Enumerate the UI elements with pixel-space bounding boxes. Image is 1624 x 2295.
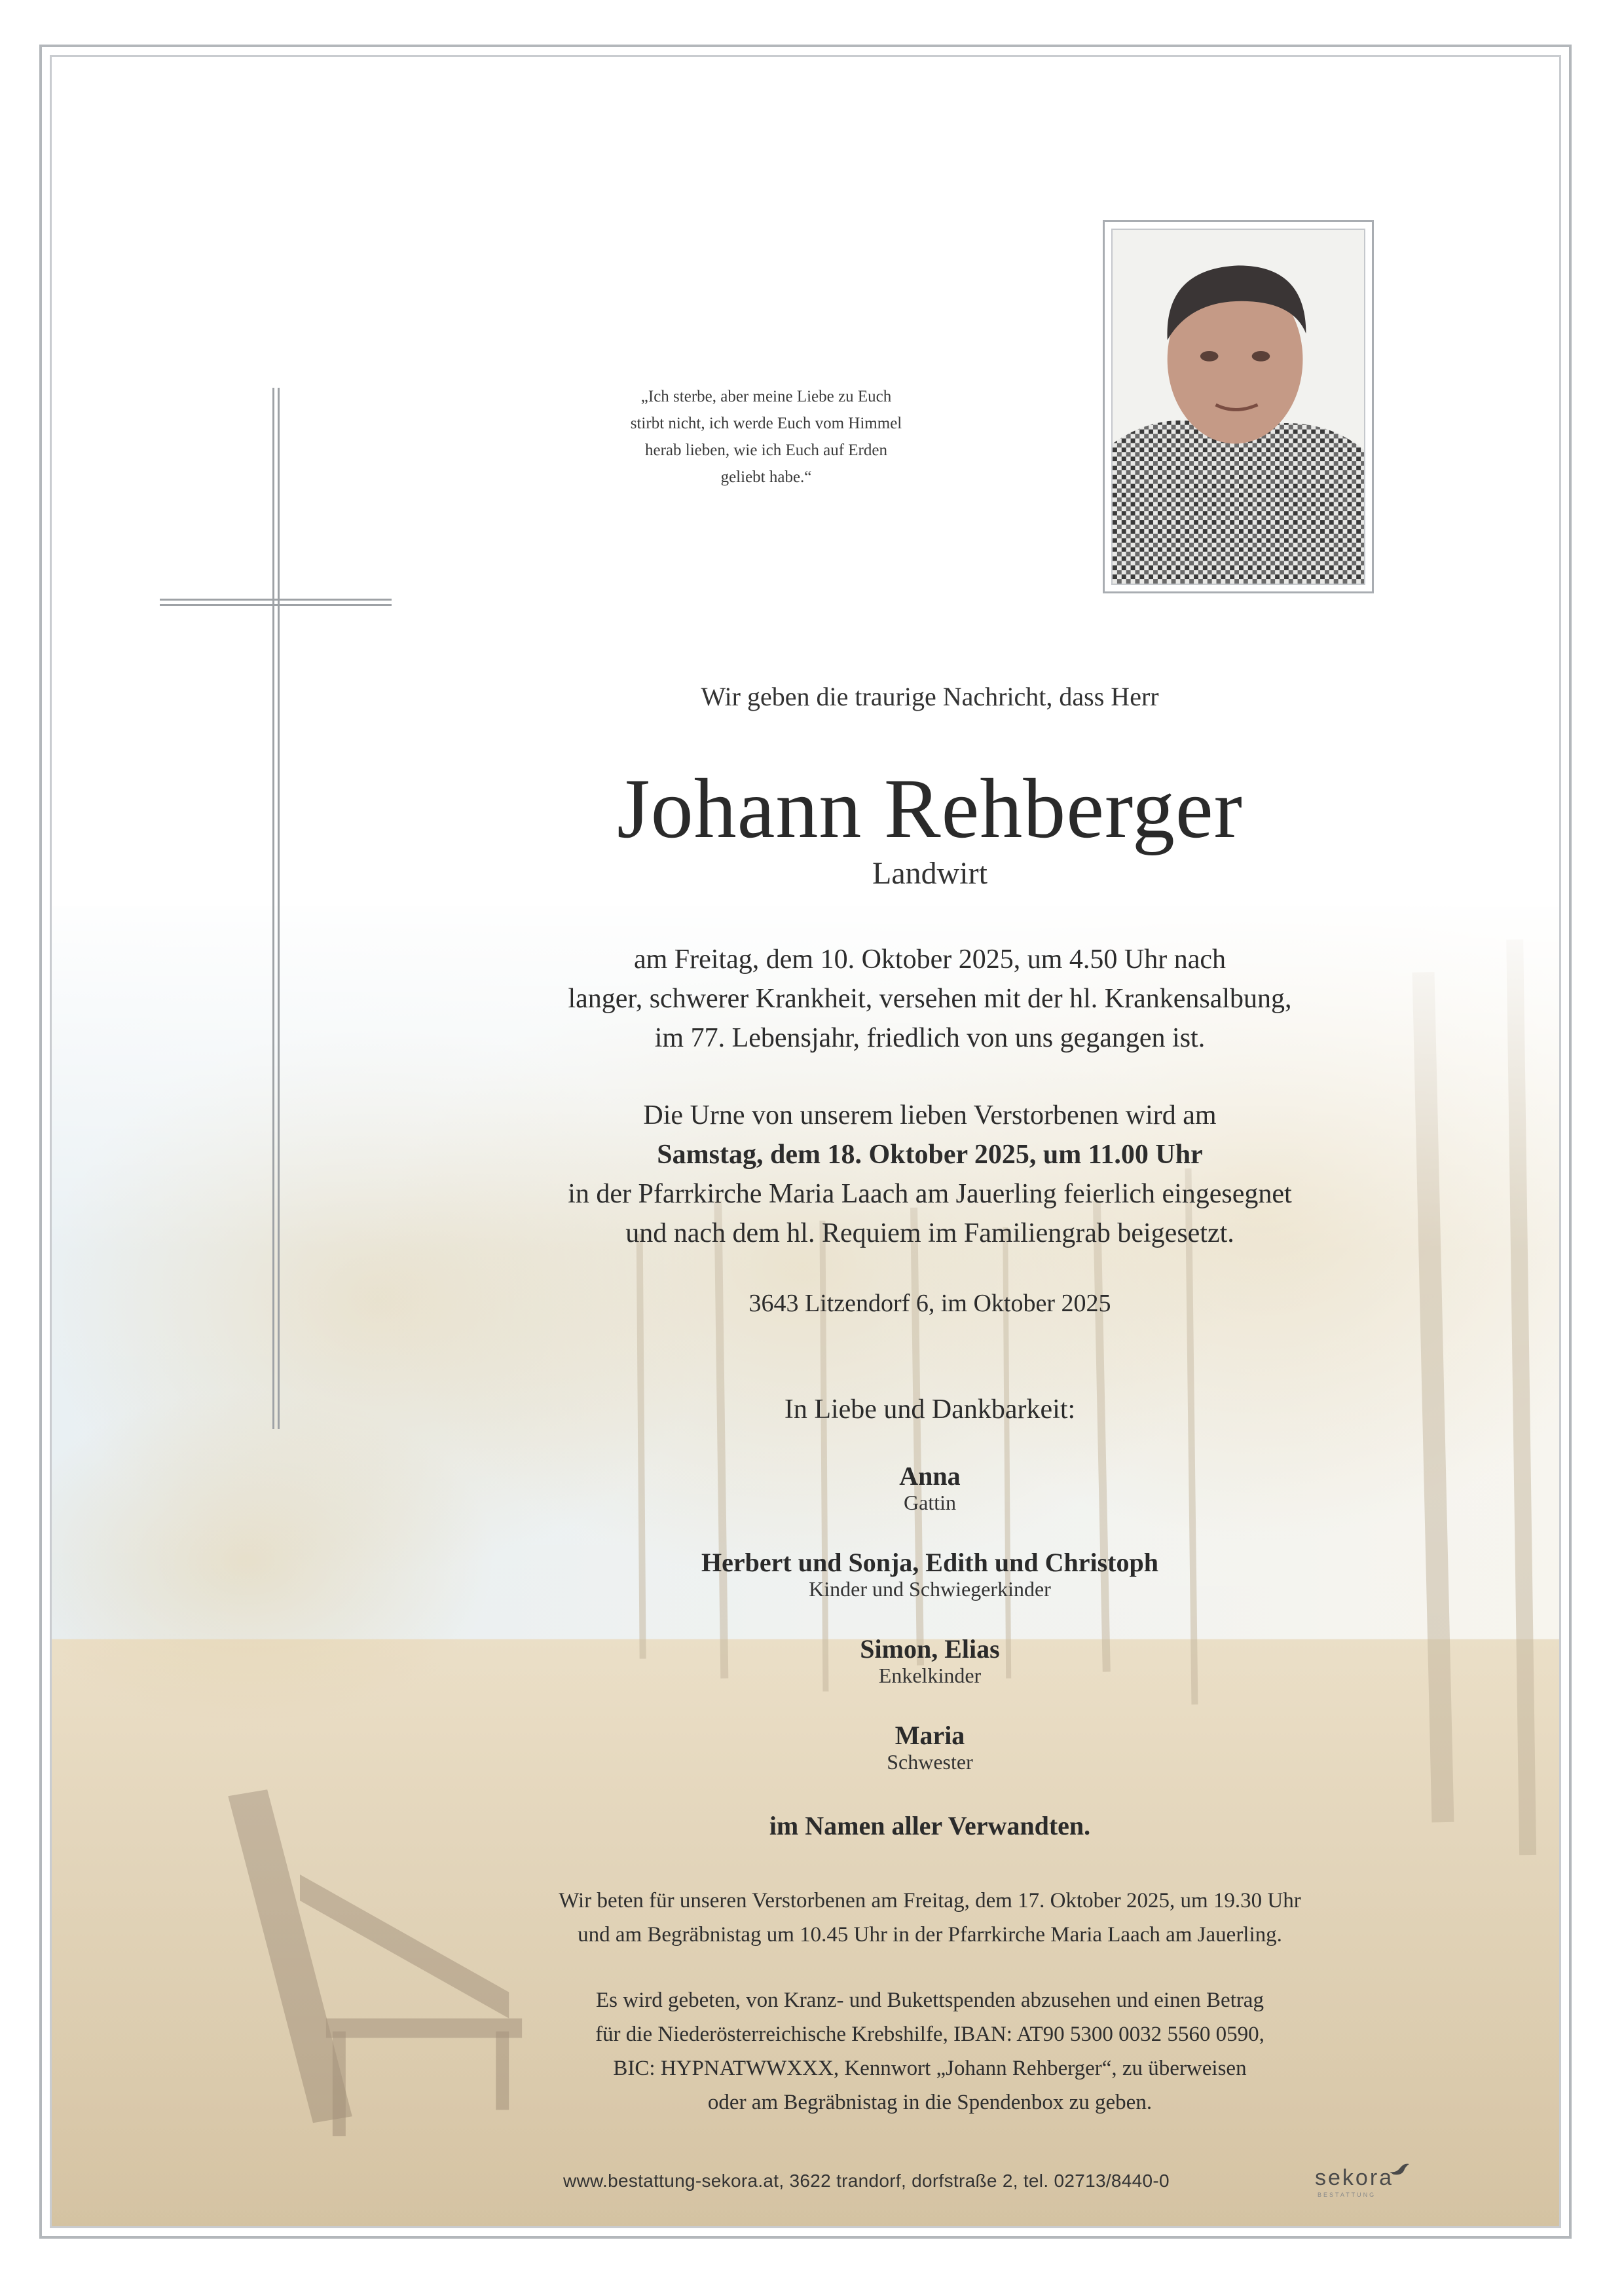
donation-line: oder am Begräbnistag in die Spendenbox zu geben.: [707, 2091, 1153, 2114]
mourner-relation: Kinder und Schwiegerkinder: [809, 1577, 1051, 1601]
mourner-entry: [471, 1462, 1388, 1514]
mourner-name: Maria: [895, 1721, 965, 1750]
prayer-line: und am Begräbnistag um 10.45 Uhr in der Pfarrkirche Maria Laach am Jauerling.: [578, 1923, 1282, 1947]
relatives-line: im Namen aller Verwandten.: [769, 1811, 1091, 1840]
funeral-line: in der Pfarrkirche Maria Laach am Jauerling feierlich eingesegnet: [568, 1179, 1292, 1209]
portrait-photo: [1103, 220, 1374, 593]
bird-icon: [1388, 2161, 1411, 2177]
donation-line: BIC: HYPNATWWXXX, Kennwort „Johann Rehberger“, zu überweisen: [613, 2057, 1247, 2080]
mourner-name: Herbert und Sonja, Edith und Christoph: [701, 1548, 1158, 1577]
mourner-entry: [471, 1721, 1388, 1774]
funeral-line: und nach dem hl. Requiem im Familiengrab beigesetzt.: [625, 1218, 1234, 1248]
funeral-home-footer: www.bestattung-sekora.at, 3622 trandorf, dorfstraße 2, tel. 02713/8440-0: [563, 2171, 1170, 2191]
donation-notice: [471, 1983, 1388, 2119]
prayer-line: Wir beten für unseren Verstorbenen am Freitag, dem 17. Oktober 2025, um 19.30 Uhr: [559, 1889, 1301, 1912]
mourner-entry: [471, 1635, 1388, 1687]
thanks-heading: In Liebe und Dankbarkeit:: [784, 1394, 1076, 1425]
deceased-occupation: Landwirt: [872, 856, 987, 891]
mourner-name: Simon, Elias: [860, 1634, 1000, 1664]
mourner-relation: Gattin: [904, 1491, 956, 1514]
mourner-relation: Enkelkinder: [878, 1664, 982, 1687]
funeral-details: [471, 1096, 1388, 1253]
donation-line: Es wird gebeten, von Kranz- und Bukettspenden abzusehen und einen Betrag: [596, 1988, 1264, 2012]
mourner-relation: Schwester: [887, 1750, 973, 1774]
prayer-notice: [471, 1884, 1388, 1952]
funeral-line: Die Urne von unserem lieben Verstorbenen wird am: [643, 1100, 1217, 1130]
death-line: langer, schwerer Krankheit, versehen mit der hl. Krankensalbung,: [568, 984, 1292, 1014]
death-line: im 77. Lebensjahr, friedlich von uns gegangen ist.: [654, 1023, 1206, 1053]
sekora-logo-subtitle: BESTATTUNG: [1318, 2192, 1376, 2198]
cross-horizontal-bar: [160, 597, 392, 608]
place-date: 3643 Litzendorf 6, im Oktober 2025: [748, 1290, 1111, 1317]
deceased-name: Johann Rehberger: [617, 762, 1243, 856]
announcement-intro: Wir geben die traurige Nachricht, dass Herr: [701, 682, 1159, 711]
death-notice: [471, 940, 1388, 1058]
memorial-quote: „Ich sterbe, aber meine Liebe zu Euch stirbt nicht, ich werde Euch vom Himmel herab lieben, wie ich Euch auf Erden geliebt habe.“: [630, 388, 902, 486]
donation-line: für die Niederösterreichische Krebshilfe, IBAN: AT90 5300 0032 5560 0590,: [595, 2023, 1264, 2046]
portrait-image: [1113, 230, 1364, 584]
mourner-entry: [471, 1548, 1388, 1601]
cross-vertical-bar: [271, 388, 282, 1429]
funeral-date: Samstag, dem 18. Oktober 2025, um 11.00 Uhr: [657, 1140, 1203, 1170]
mourner-name: Anna: [899, 1461, 961, 1491]
death-line: am Freitag, dem 10. Oktober 2025, um 4.50 Uhr nach: [634, 944, 1226, 975]
sekora-logo: sekora: [1315, 2165, 1394, 2190]
